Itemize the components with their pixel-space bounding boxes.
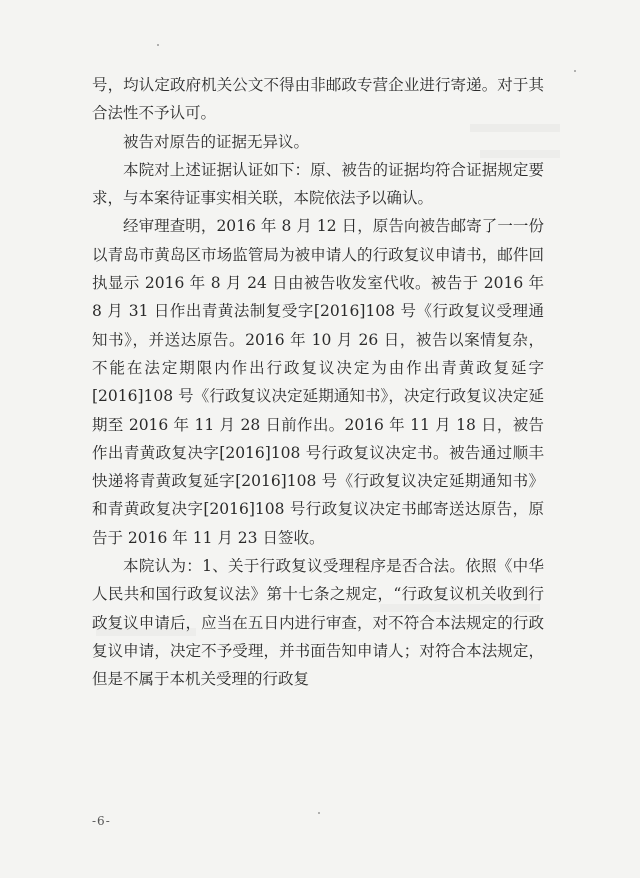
scan-speck <box>318 812 320 814</box>
paragraph-court-opinion: 本院认为：1、关于行政复议受理程序是否合法。依照《中华人民共和国行政复议法》第十七条之规定，“行政复议机关收到行政复议申请后，应当在五日内进行审查，对不符合本法规定的行政复议申请，决定不予受理，并书面告知申请人；对符合本法规定，但是不属于本机关受理的行政复 <box>92 557 544 689</box>
scan-speck <box>574 70 576 72</box>
paragraph-no-objection: 被告对原告的证据无异议。 <box>123 132 310 151</box>
page-number: -6- <box>92 814 111 828</box>
paragraph-evidence-assessment: 本院对上述证据认证如下：原、被告的证据均符合证据规定要求，与本案待证事实相关联，本院依法予以确认。 <box>92 160 544 208</box>
paragraph-findings-of-fact: 经审理查明，2016 年 8 月 12 日，原告向被告邮寄了一一份以青岛市黄岛区市场监管局为被申请人的行政复议申请书，邮件回执显示 2016 年 8 月 24 日由被告收发室代收。被告于 2016 年 8 月 31 日作出青黄法制复受字[2016]108 号《行政复议受理通知书》，并送达原告。2016 年 10 月 26 日，被告以案情复杂，不能在法定期限内作出行政复议决定为由作出青黄政复延字[2016]108 号《行政复议决定延期通知书》，决定行政复议决定延期至 2016 年 11 月 28 日前作出。2016 年 11 月 18 日，被告作出青黄政复决字[2016]108 号行政复议决定书。被告通过顺丰快递将青黄政复延字[2016]108 号《行政复议决定延期通知书》和青黄政复决字[2016]108 号行政复议决定书邮寄送达原告，原告于 2016 年 11 月 23 日签收。 <box>92 217 544 547</box>
document-body <box>92 71 544 694</box>
scan-speck <box>157 44 159 46</box>
paragraph-continued: 号，均认定政府机关公文不得由非邮政专营企业进行寄递。对于其合法性不予认可。 <box>92 76 544 123</box>
